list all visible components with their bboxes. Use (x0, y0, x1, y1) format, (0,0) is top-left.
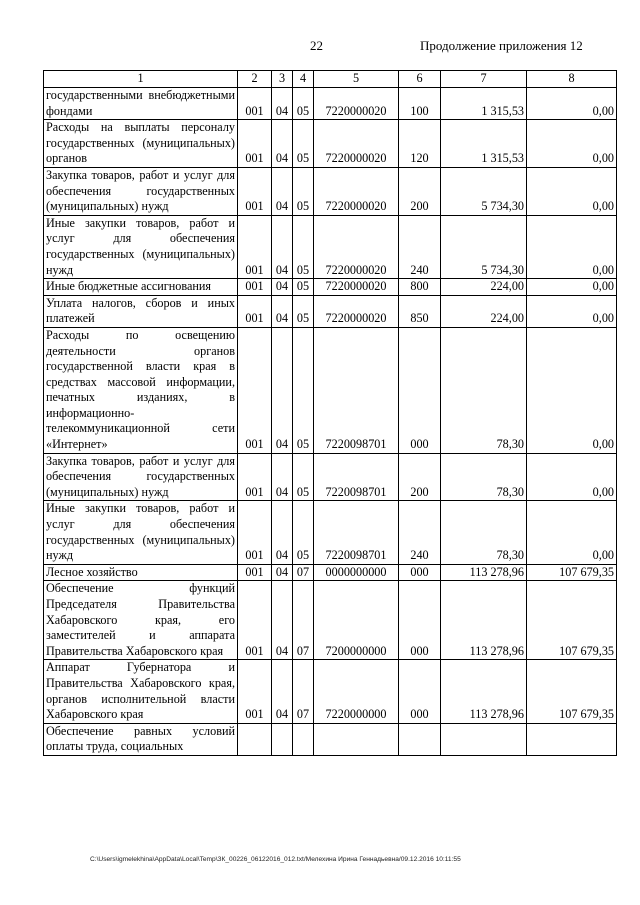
column-header: 4 (293, 71, 314, 88)
row-amount-7: 113 278,96 (441, 564, 527, 581)
row-col-3: 04 (272, 581, 293, 660)
table-row (44, 501, 617, 564)
row-col-6: 240 (399, 501, 441, 564)
row-amount-7: 5 734,30 (441, 167, 527, 215)
row-col-6: 000 (399, 581, 441, 660)
row-amount-7: 5 734,30 (441, 215, 527, 278)
row-description: Лесное хозяйство (44, 564, 238, 581)
row-col-6: 800 (399, 279, 441, 296)
row-col-4 (293, 723, 314, 755)
row-col-2: 001 (238, 88, 272, 120)
row-col-3: 04 (272, 215, 293, 278)
row-col-6: 200 (399, 453, 441, 501)
table-row (44, 327, 617, 453)
row-code: 7220098701 (314, 327, 399, 453)
row-amount-7: 1 315,53 (441, 120, 527, 168)
row-amount-8: 107 679,35 (527, 660, 617, 723)
row-code: 7220000000 (314, 660, 399, 723)
column-header: 5 (314, 71, 399, 88)
row-amount-8: 0,00 (527, 167, 617, 215)
row-code: 7220000020 (314, 295, 399, 327)
row-col-4: 05 (293, 120, 314, 168)
row-amount-8: 0,00 (527, 88, 617, 120)
row-code: 7220000020 (314, 215, 399, 278)
row-col-3: 04 (272, 120, 293, 168)
row-amount-7 (441, 723, 527, 755)
row-col-3: 04 (272, 88, 293, 120)
table-row (44, 167, 617, 215)
row-col-3: 04 (272, 295, 293, 327)
table-body (44, 88, 617, 756)
row-col-2: 001 (238, 453, 272, 501)
row-col-6: 000 (399, 327, 441, 453)
row-col-4: 07 (293, 660, 314, 723)
row-amount-7: 78,30 (441, 327, 527, 453)
row-col-2: 001 (238, 564, 272, 581)
row-col-3: 04 (272, 501, 293, 564)
row-col-4: 05 (293, 453, 314, 501)
table-row (44, 581, 617, 660)
table-row (44, 723, 617, 755)
row-col-6 (399, 723, 441, 755)
row-col-4: 07 (293, 581, 314, 660)
table-row (44, 453, 617, 501)
row-code: 7220000020 (314, 279, 399, 296)
row-code: 7220098701 (314, 501, 399, 564)
header-row (44, 71, 617, 88)
budget-table (43, 70, 617, 756)
row-amount-8: 0,00 (527, 215, 617, 278)
row-col-4: 05 (293, 295, 314, 327)
column-header: 2 (238, 71, 272, 88)
row-col-2: 001 (238, 279, 272, 296)
row-description: Аппарат Губернатора и Правительства Хабаровского края, органов исполнительной власти Хабаровского края (44, 660, 238, 723)
row-col-4: 05 (293, 279, 314, 296)
row-col-3: 04 (272, 660, 293, 723)
row-col-6: 200 (399, 167, 441, 215)
row-col-6: 240 (399, 215, 441, 278)
row-amount-8: 0,00 (527, 501, 617, 564)
row-amount-8: 0,00 (527, 279, 617, 296)
column-header: 3 (272, 71, 293, 88)
row-amount-7: 224,00 (441, 295, 527, 327)
row-col-2: 001 (238, 120, 272, 168)
row-amount-7: 78,30 (441, 453, 527, 501)
row-col-4: 05 (293, 167, 314, 215)
row-col-2 (238, 723, 272, 755)
row-amount-8: 107 679,35 (527, 564, 617, 581)
row-code: 7200000000 (314, 581, 399, 660)
row-amount-8 (527, 723, 617, 755)
row-code: 7220000020 (314, 167, 399, 215)
page-number: 22 (310, 38, 323, 53)
row-code (314, 723, 399, 755)
row-code: 7220000020 (314, 120, 399, 168)
row-col-6: 000 (399, 564, 441, 581)
row-col-4: 05 (293, 327, 314, 453)
row-col-2: 001 (238, 327, 272, 453)
file-path-footer: C:\Users\igmelekhina\AppData\Local\Temp\ЗК_00226_06122016_012.txt/Мелехина Ирина Геннадьевна/09.12.2016 10:11:55 (90, 856, 461, 863)
row-col-3: 04 (272, 327, 293, 453)
row-description: Закупка товаров, работ и услуг для обеспечения государственных (муниципальных) нужд (44, 453, 238, 501)
table-row (44, 279, 617, 296)
row-description: Иные закупки товаров, работ и услуг для обеспечения государственных (муниципальных) нужд (44, 215, 238, 278)
column-header: 7 (441, 71, 527, 88)
row-col-2: 001 (238, 215, 272, 278)
row-col-3: 04 (272, 453, 293, 501)
row-code: 7220000020 (314, 88, 399, 120)
row-description: Обеспечение равных условий оплаты труда, социальных (44, 723, 238, 755)
row-code: 7220098701 (314, 453, 399, 501)
row-col-3: 04 (272, 564, 293, 581)
row-description: Уплата налогов, сборов и иных платежей (44, 295, 238, 327)
table-row (44, 88, 617, 120)
column-header: 6 (399, 71, 441, 88)
table-row (44, 295, 617, 327)
table-row (44, 660, 617, 723)
column-header: 1 (44, 71, 238, 88)
row-col-4: 07 (293, 564, 314, 581)
table-row (44, 564, 617, 581)
row-col-3: 04 (272, 167, 293, 215)
row-amount-8: 0,00 (527, 453, 617, 501)
table-row (44, 215, 617, 278)
table-row (44, 120, 617, 168)
row-amount-8: 0,00 (527, 295, 617, 327)
row-col-2: 001 (238, 501, 272, 564)
row-col-4: 05 (293, 501, 314, 564)
row-col-6: 100 (399, 88, 441, 120)
row-description: Иные закупки товаров, работ и услуг для обеспечения государственных (муниципальных) нужд (44, 501, 238, 564)
row-col-2: 001 (238, 660, 272, 723)
row-col-4: 05 (293, 215, 314, 278)
row-amount-8: 0,00 (527, 120, 617, 168)
row-col-2: 001 (238, 581, 272, 660)
row-code: 0000000000 (314, 564, 399, 581)
row-amount-8: 0,00 (527, 327, 617, 453)
row-description: Иные бюджетные ассигнования (44, 279, 238, 296)
continuation-title: Продолжение приложения 12 (420, 38, 583, 53)
row-col-6: 120 (399, 120, 441, 168)
row-col-6: 850 (399, 295, 441, 327)
column-header: 8 (527, 71, 617, 88)
row-col-2: 001 (238, 295, 272, 327)
row-amount-7: 113 278,96 (441, 581, 527, 660)
row-col-3 (272, 723, 293, 755)
row-amount-8: 107 679,35 (527, 581, 617, 660)
row-col-6: 000 (399, 660, 441, 723)
row-amount-7: 224,00 (441, 279, 527, 296)
row-description: государственными внебюджетными фондами (44, 88, 238, 120)
row-description: Расходы по освещению деятельности органов государственной власти края в средствах массовой информации, печатных изданиях, в информационно-телекоммуникационной сети «Интернет» (44, 327, 238, 453)
row-description: Расходы на выплаты персоналу государственных (муниципальных) органов (44, 120, 238, 168)
row-col-4: 05 (293, 88, 314, 120)
row-amount-7: 1 315,53 (441, 88, 527, 120)
row-amount-7: 78,30 (441, 501, 527, 564)
row-col-3: 04 (272, 279, 293, 296)
row-amount-7: 113 278,96 (441, 660, 527, 723)
row-description: Обеспечение функций Председателя Правительства Хабаровского края, его заместителей и аппарата Правительства Хабаровского края (44, 581, 238, 660)
row-description: Закупка товаров, работ и услуг для обеспечения государственных (муниципальных) нужд (44, 167, 238, 215)
row-col-2: 001 (238, 167, 272, 215)
